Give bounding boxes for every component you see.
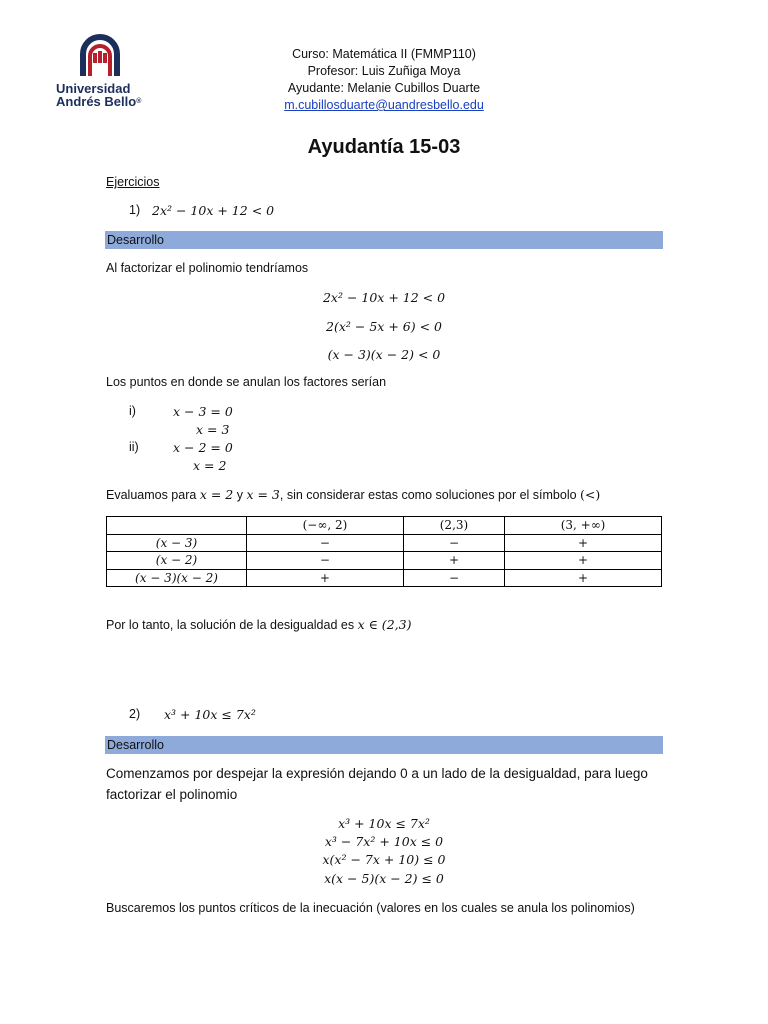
table-cell: − bbox=[403, 534, 504, 552]
table-header-cell: (2,3) bbox=[403, 517, 504, 535]
sign-table bbox=[106, 516, 662, 587]
email-link[interactable]: m.cubillosduarte@uandresbello.edu bbox=[284, 98, 484, 112]
section-bar-desarrollo-2: Desarrollo bbox=[105, 736, 663, 754]
table-cell: − bbox=[403, 569, 504, 587]
zero-i-label: i) bbox=[129, 404, 136, 418]
logo-line-1: Universidad bbox=[56, 81, 131, 96]
exercise-2-statement: x³ + 10x ≤ 7x² bbox=[164, 707, 256, 722]
exercise-2-critical-text: Buscaremos los puntos críticos de la inecuación (valores en los cuales se anula los polinomios) bbox=[106, 901, 635, 915]
table-cell: + bbox=[505, 552, 662, 570]
exercise-2-step-3: x(x² − 7x + 10) ≤ 0 bbox=[322, 852, 446, 867]
zero-ii-label: ii) bbox=[129, 440, 139, 454]
exercise-1-conclusion: Por lo tanto, la solución de la desigualdad es x ∈ (2,3) bbox=[106, 617, 412, 632]
table-header-cell: (3, +∞) bbox=[505, 517, 662, 535]
table-row bbox=[107, 534, 662, 552]
exercise-2-intro-line-1: Comenzamos por despejar la expresión dejando 0 a un lado de la desigualdad, para luego bbox=[106, 766, 648, 781]
exercise-2-number: 2) bbox=[129, 707, 141, 721]
zero-i-solution: x = 3 bbox=[196, 422, 230, 437]
table-header-cell: (−∞, 2) bbox=[247, 517, 404, 535]
section-bar-desarrollo-1: Desarrollo bbox=[105, 231, 663, 249]
table-row bbox=[107, 552, 662, 570]
zero-i-equation: x − 3 = 0 bbox=[173, 404, 233, 419]
exercise-1-step-1: 2x² − 10x + 12 < 0 bbox=[322, 290, 446, 305]
exercise-1-number: 1) bbox=[129, 203, 141, 217]
exercise-2-intro-line-2: factorizar el polinomio bbox=[106, 787, 238, 802]
table-header-row bbox=[107, 517, 662, 535]
table-cell: − bbox=[247, 534, 404, 552]
table-header-cell bbox=[107, 517, 247, 535]
zero-ii-solution: x = 2 bbox=[193, 458, 227, 473]
zero-ii-equation: x − 2 = 0 bbox=[173, 440, 233, 455]
table-cell: (x − 3) bbox=[107, 534, 247, 552]
exercises-heading: Ejercicios bbox=[106, 175, 160, 189]
course-header bbox=[0, 46, 768, 114]
exercise-1-intro: Al factorizar el polinomio tendríamos bbox=[106, 261, 309, 275]
exercise-1-zeros-text: Los puntos en donde se anulan los factores serían bbox=[106, 375, 387, 389]
exercise-1-statement: 2x² − 10x + 12 < 0 bbox=[152, 203, 275, 218]
evaluate-text: Evaluamos para x = 2 y x = 3, sin considerar estas como soluciones por el símbolo (<) bbox=[106, 487, 601, 502]
table-cell: + bbox=[505, 569, 662, 587]
exercise-1-step-3: (x − 3)(x − 2) < 0 bbox=[327, 347, 441, 362]
table-cell: (x − 3)(x − 2) bbox=[107, 569, 247, 587]
table-cell: + bbox=[505, 534, 662, 552]
table-row bbox=[107, 569, 662, 587]
page-title: Ayudantía 15-03 bbox=[307, 136, 461, 158]
exercise-2-step-4: x(x − 5)(x − 2) ≤ 0 bbox=[324, 871, 444, 886]
table-cell: − bbox=[247, 552, 404, 570]
table-cell: + bbox=[247, 569, 404, 587]
professor-name: Profesor: Luis Zuñiga Moya bbox=[307, 64, 461, 78]
course-name: Curso: Matemática II (FMMP110) bbox=[292, 47, 476, 61]
exercise-1-step-2: 2(x² − 5x + 6) < 0 bbox=[326, 319, 442, 334]
table-cell: + bbox=[403, 552, 504, 570]
exercise-2-step-2: x³ − 7x² + 10x ≤ 0 bbox=[324, 834, 444, 849]
table-cell: (x − 2) bbox=[107, 552, 247, 570]
exercise-2-step-1: x³ + 10x ≤ 7x² bbox=[338, 816, 430, 831]
logo-line-2: Andrés Bello® bbox=[56, 94, 142, 109]
assistant-name: Ayudante: Melanie Cubillos Duarte bbox=[287, 81, 481, 95]
